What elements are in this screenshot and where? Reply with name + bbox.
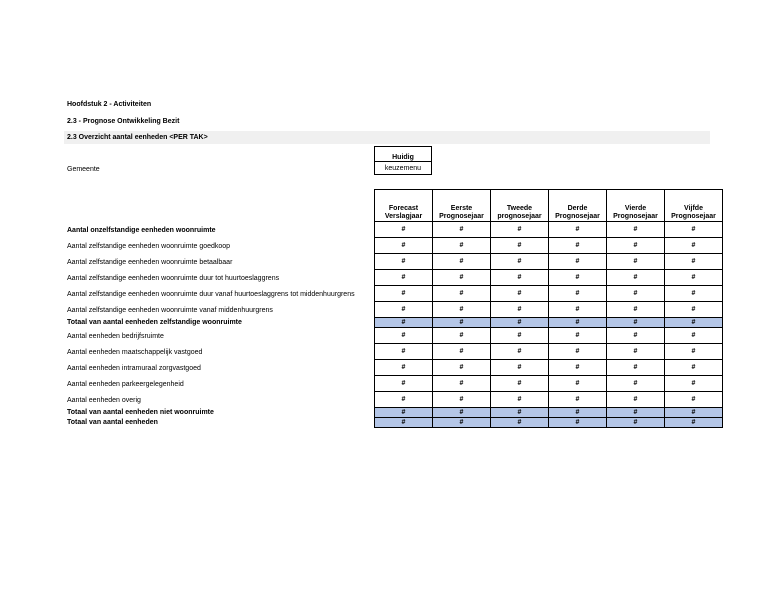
table-row — [375, 344, 723, 360]
huidig-header: Huidig — [375, 147, 432, 162]
column-header-line: Prognosejaar — [671, 213, 716, 220]
column-header-line: Derde — [567, 205, 588, 212]
value-cell: # — [433, 418, 491, 428]
row-label: Aantal zelfstandige eenheden woonruimte goedkoop — [67, 242, 231, 250]
column-header — [433, 190, 491, 222]
table-row — [375, 360, 723, 376]
table-row — [375, 376, 723, 392]
total-row — [375, 418, 723, 428]
value-cell: # — [607, 418, 665, 428]
value-cell[interactable]: # — [375, 286, 433, 302]
value-cell[interactable]: # — [491, 360, 549, 376]
value-cell[interactable]: # — [491, 222, 549, 238]
table-row — [375, 328, 723, 344]
value-cell[interactable]: # — [491, 270, 549, 286]
gemeente-label: Gemeente — [67, 166, 100, 173]
value-cell[interactable]: # — [665, 344, 723, 360]
row-label: Aantal zelfstandige eenheden woonruimte vanaf middenhuurgrens — [67, 306, 273, 314]
value-cell[interactable]: # — [665, 376, 723, 392]
value-cell[interactable]: # — [607, 392, 665, 408]
chapter-title: Hoofdstuk 2 - Activiteiten — [67, 101, 152, 108]
value-cell[interactable]: # — [607, 286, 665, 302]
column-header-line: Forecast — [388, 205, 419, 212]
value-cell: # — [549, 318, 607, 328]
value-cell[interactable]: # — [433, 270, 491, 286]
value-cell[interactable]: # — [375, 344, 433, 360]
row-label: Aantal eenheden overig — [67, 396, 141, 404]
value-cell: # — [433, 408, 491, 418]
value-cell: # — [375, 408, 433, 418]
value-cell[interactable]: # — [491, 328, 549, 344]
value-cell[interactable]: # — [491, 238, 549, 254]
value-cell[interactable]: # — [549, 270, 607, 286]
table-row — [375, 270, 723, 286]
value-cell: # — [665, 318, 723, 328]
row-label: Aantal eenheden maatschappelijk vastgoed — [67, 348, 203, 356]
value-cell[interactable]: # — [549, 360, 607, 376]
value-cell[interactable]: # — [375, 270, 433, 286]
value-cell[interactable]: # — [607, 270, 665, 286]
column-header-line: Vijfde — [684, 205, 703, 212]
subsection-title: 2.3 Overzicht aantal eenheden <PER TAK> — [64, 131, 710, 144]
value-cell[interactable]: # — [433, 328, 491, 344]
value-cell[interactable]: # — [433, 254, 491, 270]
row-label: Aantal onzelfstandige eenheden woonruimte — [67, 226, 216, 234]
table-row — [375, 238, 723, 254]
table-row — [375, 254, 723, 270]
value-cell[interactable]: # — [433, 302, 491, 318]
value-cell[interactable]: # — [375, 222, 433, 238]
value-cell[interactable]: # — [433, 238, 491, 254]
column-header-line: Eerste — [450, 205, 473, 212]
table-row — [375, 286, 723, 302]
value-cell[interactable]: # — [607, 344, 665, 360]
table-row — [375, 302, 723, 318]
column-header-line: Prognosejaar — [613, 213, 658, 220]
row-label: Aantal eenheden bedrijfsruimte — [67, 332, 164, 340]
value-cell[interactable]: # — [665, 328, 723, 344]
gemeente-dropdown[interactable]: keuzemenu — [375, 162, 432, 175]
value-cell[interactable]: # — [375, 376, 433, 392]
row-label: Aantal zelfstandige eenheden woonruimte duur vanaf huurtoeslaggrens tot middenhuurgrens — [67, 290, 355, 298]
value-cell[interactable]: # — [607, 328, 665, 344]
value-cell: # — [607, 318, 665, 328]
value-cell[interactable]: # — [549, 286, 607, 302]
row-label: Aantal zelfstandige eenheden woonruimte betaalbaar — [67, 258, 233, 266]
value-cell[interactable]: # — [375, 360, 433, 376]
value-cell: # — [549, 408, 607, 418]
value-cell[interactable]: # — [549, 392, 607, 408]
value-cell[interactable]: # — [491, 286, 549, 302]
value-cell: # — [607, 408, 665, 418]
value-cell[interactable]: # — [607, 376, 665, 392]
value-cell[interactable]: # — [491, 254, 549, 270]
value-cell: # — [665, 408, 723, 418]
value-cell[interactable]: # — [433, 360, 491, 376]
column-header-line: Prognosejaar — [439, 213, 484, 220]
value-cell[interactable]: # — [549, 302, 607, 318]
table-header-row — [375, 190, 723, 222]
value-cell[interactable]: # — [665, 360, 723, 376]
total-row — [375, 408, 723, 418]
column-header-line: prognosejaar — [497, 213, 542, 220]
table-row — [375, 222, 723, 238]
value-cell[interactable]: # — [549, 344, 607, 360]
value-cell[interactable]: # — [433, 286, 491, 302]
column-header-line: Prognosejaar — [555, 213, 600, 220]
value-cell: # — [433, 318, 491, 328]
column-header — [607, 190, 665, 222]
value-cell[interactable]: # — [665, 222, 723, 238]
row-label: Totaal van aantal eenheden — [67, 418, 158, 426]
value-cell[interactable]: # — [549, 222, 607, 238]
row-label: Totaal van aantal eenheden zelfstandige woonruimte — [67, 318, 242, 326]
value-cell[interactable]: # — [491, 392, 549, 408]
value-cell[interactable]: # — [491, 376, 549, 392]
value-cell: # — [491, 408, 549, 418]
column-header-line: Tweede — [506, 205, 533, 212]
value-cell[interactable]: # — [433, 392, 491, 408]
gemeente-table — [374, 146, 432, 175]
column-header — [549, 190, 607, 222]
value-cell[interactable]: # — [665, 286, 723, 302]
units-table — [374, 189, 723, 428]
column-header — [375, 190, 433, 222]
value-cell[interactable]: # — [375, 254, 433, 270]
value-cell[interactable]: # — [607, 302, 665, 318]
column-header — [665, 190, 723, 222]
total-row — [375, 318, 723, 328]
value-cell[interactable]: # — [375, 302, 433, 318]
value-cell[interactable]: # — [433, 376, 491, 392]
column-header — [491, 190, 549, 222]
row-label: Totaal van aantal eenheden niet woonruimte — [67, 408, 214, 416]
row-label: Aantal eenheden parkeergelegenheid — [67, 380, 184, 388]
value-cell[interactable]: # — [607, 222, 665, 238]
value-cell[interactable]: # — [491, 302, 549, 318]
value-cell: # — [665, 418, 723, 428]
value-cell[interactable]: # — [665, 302, 723, 318]
value-cell[interactable]: # — [433, 222, 491, 238]
value-cell: # — [375, 418, 433, 428]
value-cell[interactable]: # — [549, 254, 607, 270]
value-cell[interactable]: # — [375, 328, 433, 344]
value-cell: # — [491, 318, 549, 328]
value-cell[interactable]: # — [607, 254, 665, 270]
value-cell[interactable]: # — [607, 238, 665, 254]
value-cell: # — [491, 418, 549, 428]
value-cell[interactable]: # — [665, 270, 723, 286]
value-cell[interactable]: # — [665, 238, 723, 254]
value-cell[interactable]: # — [433, 344, 491, 360]
value-cell[interactable]: # — [491, 344, 549, 360]
row-label: Aantal eenheden intramuraal zorgvastgoed — [67, 364, 201, 372]
section-title: 2.3 - Prognose Ontwikkeling Bezit — [67, 118, 180, 125]
value-cell[interactable]: # — [549, 376, 607, 392]
column-header-line: Vierde — [624, 205, 647, 212]
value-cell[interactable]: # — [375, 392, 433, 408]
column-header-line: Verslagjaar — [384, 213, 423, 220]
value-cell: # — [375, 318, 433, 328]
value-cell[interactable]: # — [375, 238, 433, 254]
value-cell: # — [549, 418, 607, 428]
row-label: Aantal zelfstandige eenheden woonruimte duur tot huurtoeslaggrens — [67, 274, 280, 282]
table-row — [375, 392, 723, 408]
value-cell[interactable]: # — [549, 238, 607, 254]
value-cell[interactable]: # — [549, 328, 607, 344]
value-cell[interactable]: # — [607, 360, 665, 376]
value-cell[interactable]: # — [665, 392, 723, 408]
value-cell[interactable]: # — [665, 254, 723, 270]
